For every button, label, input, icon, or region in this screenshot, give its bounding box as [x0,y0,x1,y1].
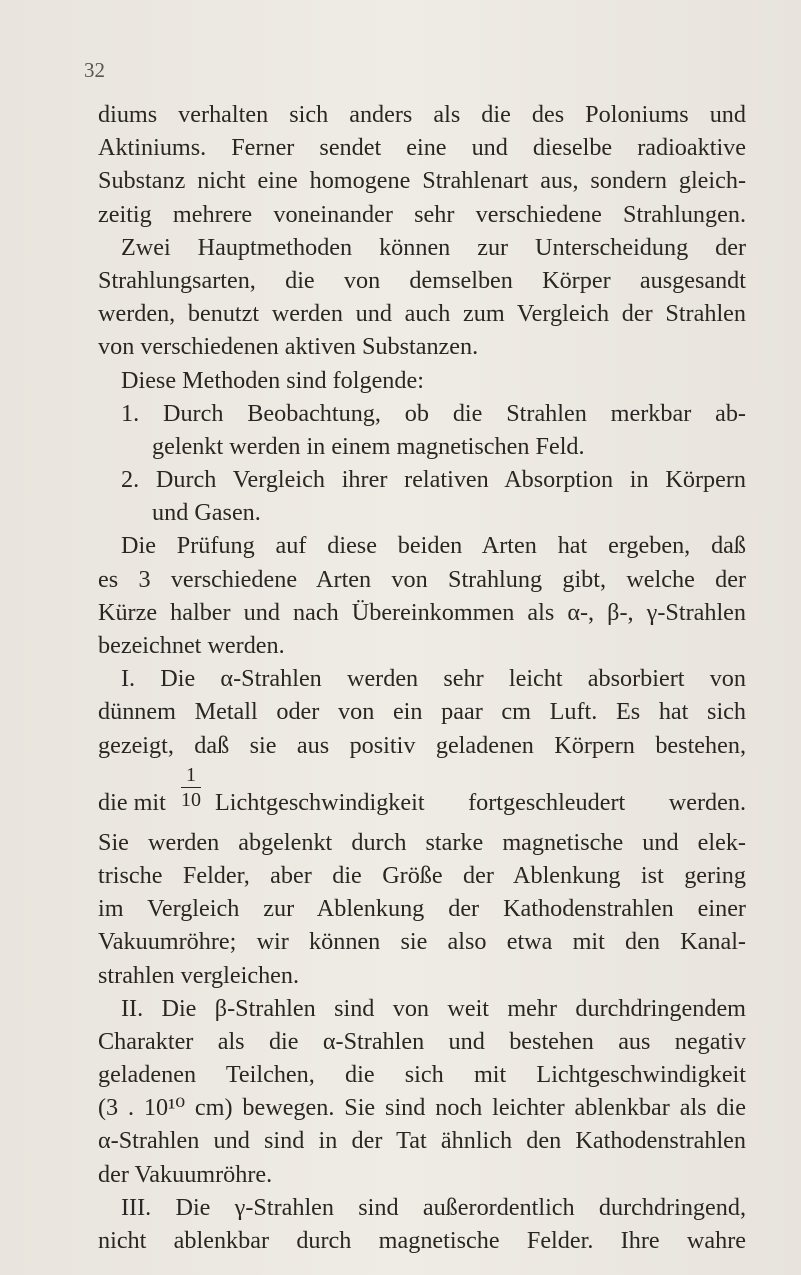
text-line: geladenen Teilchen, die sich mit Lichtgeschwindigkeit [98,1061,746,1089]
text-line: Aktiniums. Ferner sendet eine und dieselbe radioaktive [98,134,746,162]
text-line: I. Die α-Strahlen werden sehr leicht absorbiert von [121,665,746,693]
text-line: es 3 verschiedene Arten von Strahlung gibt, welche der [98,565,746,593]
body-text [98,98,746,1257]
text-line: 1. Durch Beobachtung, ob die Strahlen merkbar ab- [121,399,746,427]
text-line: bezeichnet werden. [98,632,285,659]
text-line: gezeigt, daß sie aus positiv geladenen Körpern bestehen, [98,731,746,759]
text-line: und Gasen. [152,499,261,527]
text-line: im Vergleich zur Ablenkung der Kathodenstrahlen einer [98,895,746,923]
page-number: 32 [84,58,105,82]
fraction-denominator: 10 [181,788,201,811]
fraction-line-tail: Lichtgeschwindigkeit fortgeschleudert werden. [215,788,746,816]
text-line: Vakuumröhre; wir können sie also etwa mit den Kanal- [98,928,746,956]
fraction-numerator: 1 [186,763,196,786]
text-line: dünnem Metall oder von ein paar cm Luft. Es hat sich [98,698,746,726]
text-line: zeitig mehrere voneinander sehr verschiedene Strahlungen. [98,200,746,228]
fraction-line-lead: die mit [98,788,166,816]
fraction-text-line [98,762,746,826]
text-line: Zwei Hauptmethoden können zur Unterscheidung der [121,233,746,261]
text-line: Sie werden abgelenkt durch starke magnetische und elek- [98,828,746,856]
text-line: diums verhalten sich anders als die des Poloniums und [98,101,746,128]
text-line: (3 . 10¹⁰ cm) bewegen. Sie sind noch leichter ablenkbar als die [98,1094,746,1122]
text-line: von verschiedenen aktiven Substanzen. [98,333,479,361]
text-line: trische Felder, aber die Größe der Ablenkung ist gering [98,861,746,889]
text-line: gelenkt werden in einem magnetischen Feld. [152,432,585,460]
text-line: Charakter als die α-Strahlen und bestehen aus negativ [98,1027,746,1055]
text-line: der Vakuumröhre. [98,1160,273,1188]
text-block-after-fraction [98,826,746,1257]
text-line: Strahlungsarten, die von demselben Körper ausgesandt [98,266,746,294]
text-line: III. Die γ-Strahlen sind außerordentlich durchdringend, [121,1193,746,1221]
fraction-bar [181,787,201,788]
text-block-before-fraction [98,98,746,762]
text-line: Diese Methoden sind folgende: [121,366,424,394]
text-line: II. Die β-Strahlen sind von weit mehr durchdringendem [121,994,746,1022]
text-line: Die Prüfung auf diese beiden Arten hat ergeben, daß [121,532,746,560]
text-line: Substanz nicht eine homogene Strahlenart aus, sondern gleich- [98,167,746,195]
fraction-one-tenth [180,764,202,811]
text-line: strahlen vergleichen. [98,961,300,989]
text-line: Kürze halber und nach Übereinkommen als α-, β-, γ-Strahlen [98,598,746,626]
text-line: 2. Durch Vergleich ihrer relativen Absorption in Körpern [121,466,746,494]
text-line: werden, benutzt werden und auch zum Vergleich der Strahlen [98,300,746,328]
text-line: α-Strahlen und sind in der Tat ähnlich den Kathodenstrahlen [98,1127,746,1155]
text-line: nicht ablenkbar durch magnetische Felder. Ihre wahre [98,1227,746,1254]
